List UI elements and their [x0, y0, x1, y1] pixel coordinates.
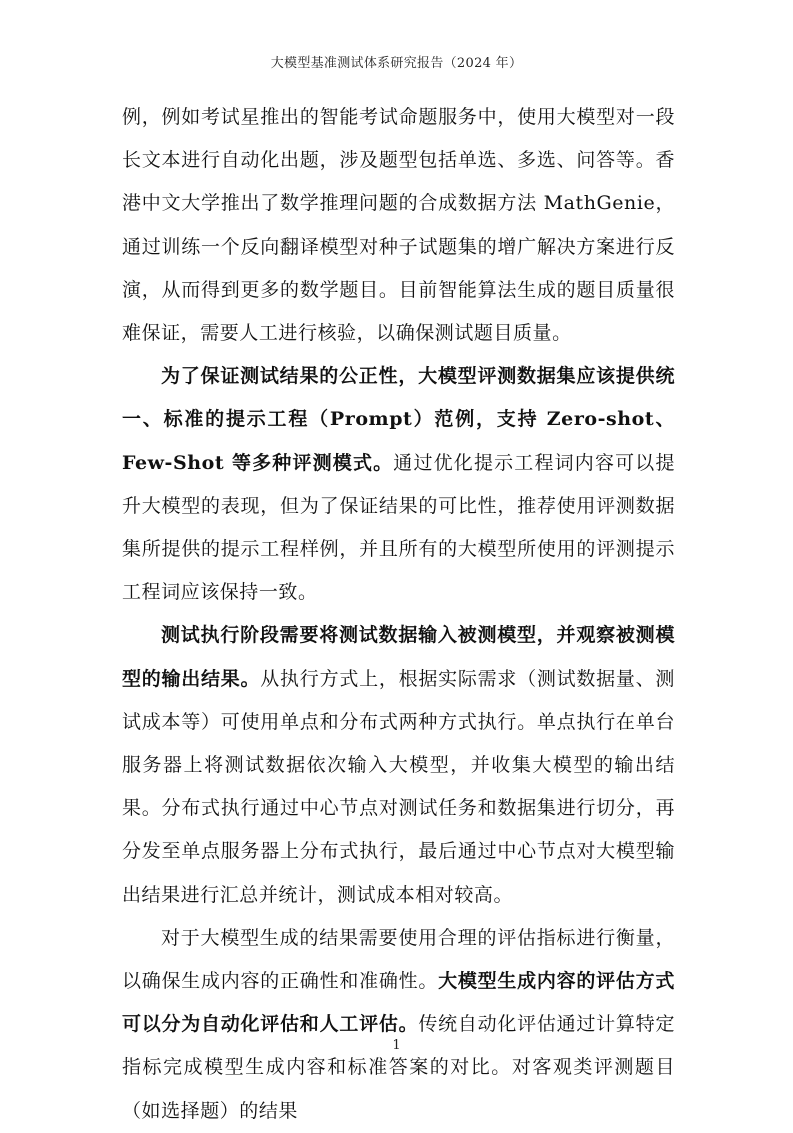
paragraph-body-text: 从执行方式上，根据实际需求（测试数据量、测试成本等）可使用单点和分布式两种方式执行。单点执行在单台服务器上将测试数据依次输入大模型，并收集大模型的输出结果。分布式执行通过中心节点对测试任务和数据集进行切分，再分发至单点服务器上分布式执行，最后通过中心节点对大模型输出结果进行汇总并统计，测试成本相对较高。: [122, 667, 675, 906]
paragraph-evaluation: [122, 917, 675, 1133]
paragraph-body-text: 传统自动化评估通过计算特定指标完成模型生成内容和标准答案的对比。对客观类评测题目（如选择题）的结果: [122, 1013, 675, 1122]
body-text: [122, 96, 675, 1133]
paragraph-prompt-standard: [122, 355, 675, 614]
paragraph-continuation: 例，例如考试星推出的智能考试命题服务中，使用大模型对一段长文本进行自动化出题，涉及题型包括单选、多选、问答等。香港中文大学推出了数学推理问题的合成数据方法 MathGenie，通过训练一个反向翻译模型对种子试题集的增广解决方案进行反演，从而得到更多的数学题目。目前智能算法生成的题目质量很难保证，需要人工进行核验，以确保测试题目质量。: [122, 106, 675, 345]
paragraph-bold-lead: 测试执行阶段需要将测试数据输入被测模型，并观察被测模型的输出结果。: [122, 624, 675, 690]
paragraph-bold-key-point: 大模型生成内容的评估方式可以分为自动化评估和人工评估。: [122, 970, 675, 1036]
running-header: 大模型基准测试体系研究报告（2024 年）: [270, 56, 523, 71]
paragraph-body-text: 对于大模型生成的结果需要使用合理的评估指标进行衡量，以确保生成内容的正确性和准确性。: [122, 926, 675, 993]
paragraph-test-execution: [122, 614, 675, 916]
paragraph-body-text: 通过优化提示工程词内容可以提升大模型的表现，但为了保证结果的可比性，推荐使用评测数据集所提供的提示工程样例，并且所有的大模型所使用的评测提示工程词应该保持一致。: [122, 451, 675, 604]
paragraph-bold-lead: 为了保证测试结果的公正性，大模型评测数据集应该提供统一、标准的提示工程（Prompt）范例，支持 Zero-shot、Few-Shot 等多种评测模式。: [122, 365, 675, 474]
page-number: 1: [392, 1038, 401, 1053]
